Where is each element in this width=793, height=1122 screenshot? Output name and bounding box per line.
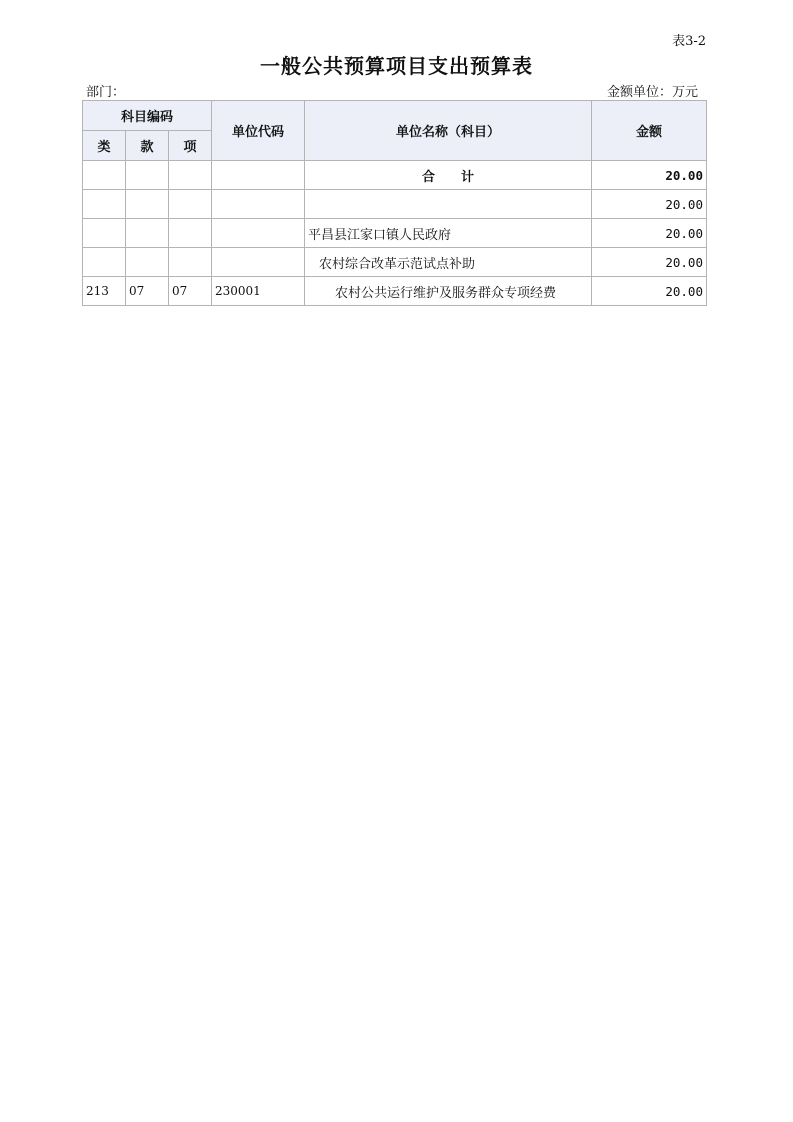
row-lei [83, 219, 126, 248]
header-lei: 类 [83, 131, 126, 161]
table-number: 表3-2 [672, 34, 706, 49]
row-unit-code: 230001 [212, 277, 305, 306]
row-kuan [126, 219, 169, 248]
table-row [83, 248, 707, 277]
header-unit-code: 单位代码 [212, 101, 305, 161]
row-kuan [126, 190, 169, 219]
amount-unit-label: 金额单位：万元 [606, 85, 698, 100]
row-unit-code [212, 190, 305, 219]
header-unit-name: 单位名称（科目） [305, 101, 592, 161]
row-xiang [169, 190, 212, 219]
header-xiang: 项 [169, 131, 212, 161]
header-row-1 [83, 101, 707, 131]
total-row [83, 161, 707, 190]
row-unit-name: 农村综合改革示范试点补助 [305, 248, 592, 277]
row-amount: 20.00 [592, 219, 707, 248]
row-unit-name [305, 190, 592, 219]
total-unit-code-cell [212, 161, 305, 190]
total-lei-cell [83, 161, 126, 190]
department-label: 部门： [86, 85, 126, 100]
row-amount: 20.00 [592, 248, 707, 277]
table-row [83, 190, 707, 219]
row-lei [83, 190, 126, 219]
total-amount: 20.00 [592, 161, 707, 190]
row-lei [83, 248, 126, 277]
row-xiang [169, 219, 212, 248]
total-xiang-cell [169, 161, 212, 190]
row-unit-code [212, 248, 305, 277]
row-amount: 20.00 [592, 277, 707, 306]
row-amount: 20.00 [592, 190, 707, 219]
row-xiang: 07 [169, 277, 212, 306]
page-title: 一般公共预算项目支出预算表 [260, 54, 533, 78]
table-row [83, 277, 707, 306]
row-unit-name: 农村公共运行维护及服务群众专项经费 [305, 277, 592, 306]
header-amount: 金额 [592, 101, 707, 161]
row-unit-code [212, 219, 305, 248]
row-kuan: 07 [126, 277, 169, 306]
header-kuan: 款 [126, 131, 169, 161]
row-xiang [169, 248, 212, 277]
total-label: 合 计 [305, 161, 592, 190]
row-unit-name: 平昌县江家口镇人民政府 [305, 219, 592, 248]
table-row [83, 219, 707, 248]
total-kuan-cell [126, 161, 169, 190]
row-lei: 213 [83, 277, 126, 306]
budget-table [82, 100, 707, 306]
row-kuan [126, 248, 169, 277]
header-subject-code: 科目编码 [83, 101, 212, 131]
